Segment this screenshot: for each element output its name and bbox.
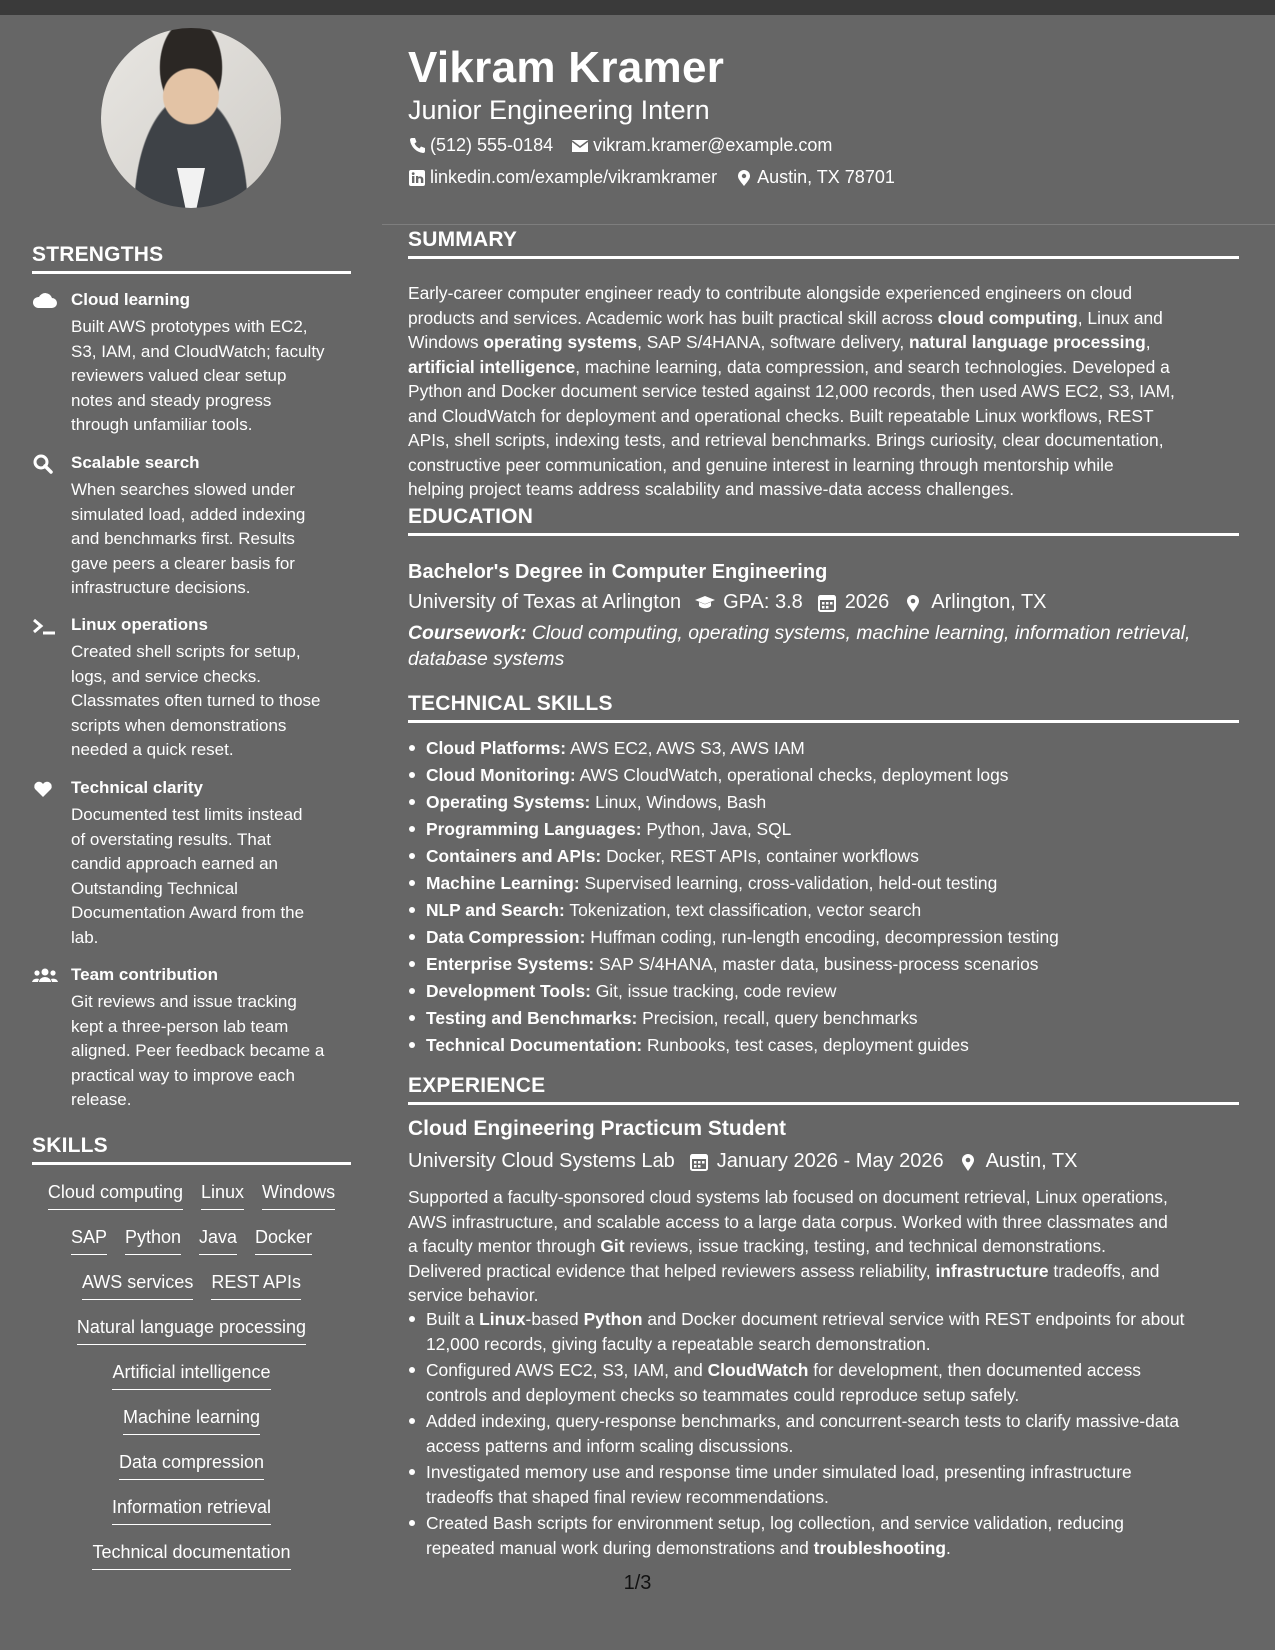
strength-text xyxy=(71,315,361,438)
skill-values: AWS CloudWatch, operational checks, deployment logs xyxy=(575,765,1009,785)
text-line: aligned. Peer feedback became a xyxy=(71,1041,325,1060)
skill-category: Operating Systems: xyxy=(426,792,591,812)
skill-values: Git, issue tracking, code review xyxy=(590,981,837,1001)
bold-text: operating systems xyxy=(483,332,638,352)
skill-values: Supervised learning, cross-validation, held-out testing xyxy=(579,873,998,893)
email-link[interactable]: vikram.kramer@example.com xyxy=(593,135,833,155)
map-pin-icon xyxy=(903,593,923,613)
school-location: Arlington, TX xyxy=(931,591,1047,613)
skill-chip: AWS services xyxy=(82,1272,193,1300)
skill-category: Data Compression: xyxy=(426,927,586,947)
skill-category: Containers and APIs: xyxy=(426,846,602,866)
strength-title: Scalable search xyxy=(71,453,200,472)
coursework-line-2: database systems xyxy=(408,648,565,670)
coursework xyxy=(408,620,1239,672)
technical-skill-item xyxy=(408,1006,1239,1033)
text-run: Early-career computer engineer ready to contribute alongside experienced engineers on cloud xyxy=(408,283,1133,303)
strength-item xyxy=(32,290,362,434)
skill-category: Cloud Monitoring: xyxy=(426,765,576,785)
text-run: Supported a faculty-sponsored cloud systems lab focused on document retrieval, Linux operations, xyxy=(408,1187,1168,1207)
strengths-heading: STRENGTHS xyxy=(32,243,351,274)
text-run: products and services. Academic work has built practical skill across xyxy=(408,307,938,328)
text-run: tradeoffs that shaped final review recommendations. xyxy=(426,1486,829,1507)
skill-chip: Python xyxy=(125,1227,181,1255)
experience-description xyxy=(408,1185,1239,1308)
skill-values: Docker, REST APIs, container workflows xyxy=(601,846,919,866)
experience-bullet xyxy=(408,1307,1239,1356)
text-run: AWS infrastructure, and scalable access to a large data corpus. Worked with three classmates and xyxy=(408,1211,1168,1232)
text-line: candid approach earned an xyxy=(71,854,278,873)
profile-photo xyxy=(101,28,281,208)
candidate-role: Junior Engineering Intern xyxy=(408,95,710,125)
bold-text: CloudWatch xyxy=(707,1360,809,1380)
text-line: of overstating results. That xyxy=(71,829,272,849)
text-line: and benchmarks first. Results xyxy=(71,529,295,548)
degree-title: Bachelor's Degree in Computer Engineering xyxy=(408,561,828,583)
text-run: constructive peer communication, and genuine interest in learning through mentorship while xyxy=(408,454,1114,475)
school-name: University of Texas at Arlington xyxy=(408,591,682,613)
text-line: infrastructure decisions. xyxy=(71,578,251,597)
technical-skills-list xyxy=(408,736,1239,1060)
text-run: Configured AWS EC2, S3, IAM, and xyxy=(426,1360,708,1380)
envelope-icon xyxy=(571,137,589,155)
bold-text: artificial intelligence xyxy=(408,356,576,377)
text-run: APIs, shell scripts, indexing tests, and retrieval benchmarks. Brings curiosity, clear documentation, xyxy=(408,430,1164,450)
strength-text xyxy=(71,478,361,601)
experience-bullets xyxy=(408,1307,1239,1562)
text-run: , SAP S/4HANA, software delivery, xyxy=(637,332,909,352)
text-line: needed a quick reset. xyxy=(71,740,234,759)
text-run: 12,000 records, giving faculty a repeatable search demonstration. xyxy=(426,1333,931,1354)
text-line: notes and steady progress xyxy=(71,390,272,410)
skill-chip: REST APIs xyxy=(211,1272,301,1300)
text-run: , machine learning, data compression, and search technologies. Developed a xyxy=(575,356,1170,377)
technical-skill-item xyxy=(408,763,1239,790)
coursework-line-1: Cloud computing, operating systems, machine learning, information retrieval, xyxy=(531,622,1191,644)
experience-bullet xyxy=(408,1511,1239,1560)
search-icon xyxy=(32,454,58,474)
map-pin-icon xyxy=(958,1152,978,1172)
skill-values: AWS EC2, AWS S3, AWS IAM xyxy=(566,738,805,758)
top-bar xyxy=(0,0,1275,15)
users-icon xyxy=(32,966,58,986)
strength-item xyxy=(32,965,362,1109)
experience-bullet xyxy=(408,1409,1239,1458)
strength-item xyxy=(32,615,362,759)
skill-chip: Windows xyxy=(262,1182,335,1210)
technical-skill-item xyxy=(408,952,1239,979)
skill-row xyxy=(32,1182,351,1227)
text-line: lab. xyxy=(71,927,99,947)
text-run: reviews, issue tracking, testing, and technical demonstrations. xyxy=(624,1236,1106,1256)
skill-category: Programming Languages: xyxy=(426,819,642,839)
text-run: a faculty mentor through xyxy=(408,1236,601,1256)
text-line: kept a three-person lab team xyxy=(71,1016,289,1036)
organization: University Cloud Systems Lab xyxy=(408,1150,675,1172)
page-number: 1/3 xyxy=(623,1572,652,1594)
map-pin-icon xyxy=(735,169,753,187)
skill-chip: Java xyxy=(199,1227,237,1255)
text-line: Built AWS prototypes with EC2, xyxy=(71,317,308,336)
employment-dates: January 2026 - May 2026 xyxy=(716,1150,944,1172)
cloud-icon xyxy=(32,291,58,311)
bold-text: Python xyxy=(583,1309,643,1329)
skills-list xyxy=(32,1182,351,1587)
skill-values: Python, Java, SQL xyxy=(641,819,792,839)
experience-heading: EXPERIENCE xyxy=(408,1074,1239,1105)
strength-title: Team contribution xyxy=(71,965,219,984)
text-line: practical way to improve each xyxy=(71,1065,295,1085)
text-line: Git reviews and issue tracking xyxy=(71,992,297,1011)
terminal-icon xyxy=(32,616,58,636)
text-run: Delivered practical evidence that helped reviewers assess reliability, xyxy=(408,1260,936,1281)
education-heading: EDUCATION xyxy=(408,505,1239,536)
skill-category: Development Tools: xyxy=(426,981,591,1001)
text-run: Python and Docker document service tested against 12,000 records, then used AWS EC2, S3, IAM, xyxy=(408,381,1175,401)
linkedin-link[interactable]: linkedin.com/example/vikramkramer xyxy=(430,167,718,187)
education-meta xyxy=(408,591,1047,614)
text-line: gave peers a clearer basis for xyxy=(71,553,295,573)
skill-chip: Data compression xyxy=(119,1452,264,1480)
skill-values: SAP S/4HANA, master data, business-process scenarios xyxy=(594,954,1039,974)
text-line: through unfamiliar tools. xyxy=(71,415,253,434)
strength-text xyxy=(71,803,361,950)
strength-title: Technical clarity xyxy=(71,778,203,797)
experience-bullet xyxy=(408,1358,1239,1407)
text-run: for development, then documented access xyxy=(808,1360,1141,1380)
skill-values: Huffman coding, run-length encoding, decompression testing xyxy=(585,927,1059,947)
text-run: repeated manual work during demonstrations and xyxy=(426,1537,814,1558)
calendar-icon xyxy=(689,1152,709,1172)
skill-chip: Machine learning xyxy=(123,1407,260,1435)
graduation-cap-icon xyxy=(695,593,715,613)
phone-number[interactable]: (512) 555-0184 xyxy=(430,135,554,155)
technical-skill-item xyxy=(408,1033,1239,1060)
text-run: and Docker document retrieval service with REST endpoints for about xyxy=(642,1309,1185,1329)
summary-text xyxy=(408,281,1239,502)
strength-title: Linux operations xyxy=(71,615,208,634)
text-line: Classmates often turned to those xyxy=(71,691,321,710)
skill-chip: Docker xyxy=(255,1227,312,1255)
text-line: Created shell scripts for setup, xyxy=(71,642,301,661)
bold-text: infrastructure xyxy=(935,1260,1049,1281)
skill-row xyxy=(32,1407,351,1452)
technical-skill-item xyxy=(408,817,1239,844)
skill-category: Technical Documentation: xyxy=(426,1035,643,1055)
text-line: simulated load, added indexing xyxy=(71,504,306,524)
text-run: , xyxy=(1145,332,1151,352)
skill-category: Enterprise Systems: xyxy=(426,954,595,974)
text-line: reviewers valued clear setup xyxy=(71,366,287,385)
contact-row-2 xyxy=(408,167,895,188)
technical-skill-item xyxy=(408,898,1239,925)
sidebar xyxy=(0,15,382,1650)
text-run: Investigated memory use and response time under simulated load, presenting infrastructure xyxy=(426,1462,1132,1482)
linkedin-icon xyxy=(408,169,426,187)
text-line: When searches slowed under xyxy=(71,480,295,499)
text-line: release. xyxy=(71,1090,132,1109)
text-line: logs, and service checks. xyxy=(71,666,261,686)
text-run: access patterns and inform scaling discussions. xyxy=(426,1435,794,1456)
technical-skill-item xyxy=(408,736,1239,763)
text-run: -based xyxy=(525,1309,584,1329)
text-line: Outstanding Technical xyxy=(71,878,238,898)
technical-skill-item xyxy=(408,925,1239,952)
graduation-year: 2026 xyxy=(844,591,890,613)
gpa: GPA: 3.8 xyxy=(723,591,803,613)
skill-chip: Technical documentation xyxy=(92,1542,290,1570)
text-run: , Linux and xyxy=(1077,307,1163,328)
skill-values: Runbooks, test cases, deployment guides xyxy=(642,1035,969,1055)
skill-category: Machine Learning: xyxy=(426,873,580,893)
technical-skill-item xyxy=(408,979,1239,1006)
experience-bullet xyxy=(408,1460,1239,1509)
calendar-icon xyxy=(817,593,837,613)
skill-row xyxy=(32,1272,351,1317)
skill-row xyxy=(32,1452,351,1497)
skill-category: Testing and Benchmarks: xyxy=(426,1008,638,1028)
text-run: controls and deployment checks so teammates could reproduce setup safely. xyxy=(426,1384,1020,1405)
text-line: scripts when demonstrations xyxy=(71,715,287,735)
technical-skill-item xyxy=(408,790,1239,817)
header-divider xyxy=(382,224,1275,225)
strength-text xyxy=(71,990,361,1113)
bold-text: troubleshooting xyxy=(813,1537,946,1558)
text-run: Windows xyxy=(408,332,484,352)
strength-text xyxy=(71,640,361,763)
strength-title: Cloud learning xyxy=(71,290,190,309)
skills-heading: SKILLS xyxy=(32,1134,351,1165)
text-line: S3, IAM, and CloudWatch; faculty xyxy=(71,341,325,361)
technical-skill-item xyxy=(408,844,1239,871)
heart-icon xyxy=(32,779,58,799)
skill-category: Cloud Platforms: xyxy=(426,738,567,758)
text-run: tradeoffs, and xyxy=(1048,1260,1160,1281)
technical-skill-item xyxy=(408,871,1239,898)
phone-icon xyxy=(408,137,426,155)
coursework-label: Coursework: xyxy=(408,622,527,644)
text-run: Created Bash scripts for environment setup, log collection, and service validation, reducing xyxy=(426,1513,1124,1533)
bold-text: Git xyxy=(600,1236,625,1256)
skill-row xyxy=(32,1317,351,1362)
text-run: Built a xyxy=(426,1309,480,1329)
text-run: helping project teams address scalability and massive-data access challenges. xyxy=(408,479,1015,499)
summary-heading: SUMMARY xyxy=(408,228,1239,259)
bold-text: natural language processing xyxy=(908,332,1146,352)
experience-meta xyxy=(408,1150,1078,1173)
skill-row xyxy=(32,1362,351,1407)
candidate-name: Vikram Kramer xyxy=(408,43,725,92)
text-line: Documentation Award from the xyxy=(71,903,305,922)
bold-text: cloud computing xyxy=(937,307,1078,328)
skill-chip: Linux xyxy=(201,1182,244,1210)
location-text: Austin, TX 78701 xyxy=(757,167,895,187)
skill-chip: Natural language processing xyxy=(77,1317,306,1345)
job-location: Austin, TX xyxy=(985,1150,1078,1172)
skill-values: Tokenization, text classification, vector search xyxy=(564,900,922,920)
skill-chip: Cloud computing xyxy=(48,1182,183,1210)
skill-category: NLP and Search: xyxy=(426,900,565,920)
contact-row-1 xyxy=(408,135,832,156)
skill-values: Linux, Windows, Bash xyxy=(590,792,767,812)
skill-chip: SAP xyxy=(71,1227,107,1255)
text-run: . xyxy=(946,1537,951,1558)
skill-row xyxy=(32,1227,351,1272)
text-line: Documented test limits instead xyxy=(71,805,303,824)
skill-chip: Artificial intelligence xyxy=(112,1362,270,1390)
skill-values: Precision, recall, query benchmarks xyxy=(637,1008,918,1028)
text-run: Added indexing, query-response benchmarks, and concurrent-search tests to clarify massive-data xyxy=(426,1411,1180,1431)
technical-skills-heading: TECHNICAL SKILLS xyxy=(408,692,1239,723)
skill-chip: Information retrieval xyxy=(112,1497,271,1525)
skill-row xyxy=(32,1497,351,1542)
strength-item xyxy=(32,778,362,947)
text-run: service behavior. xyxy=(408,1285,539,1305)
bold-text: Linux xyxy=(479,1309,526,1329)
strength-item xyxy=(32,453,362,597)
job-title: Cloud Engineering Practicum Student xyxy=(408,1117,787,1140)
text-run: and CloudWatch for deployment and operational checks. Built repeatable Linux workflows, REST xyxy=(408,405,1154,426)
